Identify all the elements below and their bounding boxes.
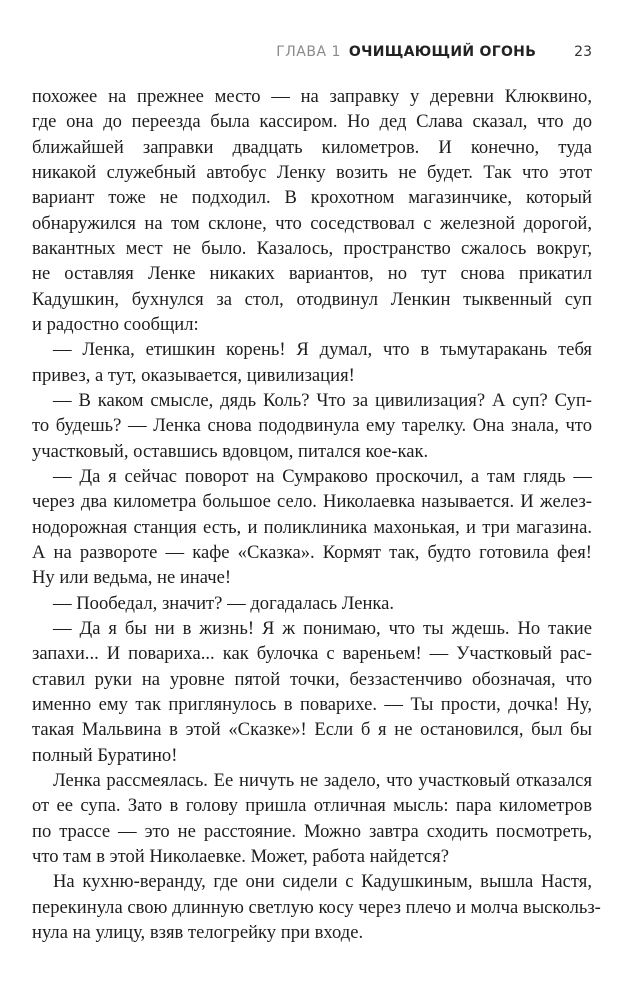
running-header [32,40,592,64]
paragraph [32,464,592,591]
page-number: 23 [574,44,592,60]
text-line: участковый, оставшись вдовцом, питался кое-как. [32,440,429,462]
text-line: Ленка рассмеялась. Ее ничуть не задело, что участковый отказался [53,769,592,791]
text-line: — Пообедал, значит? — догадалась Ленка. [53,592,395,614]
text-line: А на развороте — кафе «Сказка». Кормят так, будто готовила фея! [32,541,592,563]
text-line: обнаружился на том склоне, что соседствовал с железной дорогой, [32,212,592,234]
paragraph [32,591,592,616]
text-line: На кухню-веранду, где они сидели с Кадушкиным, вышла Настя, [53,871,592,893]
text-line: не оставляя Ленке никаких вариантов, но тут снова прикатил [32,263,592,285]
text-line: по трассе — это не расстояние. Можно завтра сходить посмотреть, [32,820,592,842]
text-line: перекинула свою длинную светлую косу через плечо и молча выскольз- [32,896,601,918]
page-body-text [32,84,601,945]
text-line: — Да я сейчас поворот на Сумраково проскочил, а там глядь — [53,465,592,487]
text-line: ставил руки на уровне пятой точки, беззастенчиво обозначая, что [32,668,592,690]
text-line: такая Мальвина в этой «Сказке»! Если б я не остановился, был бы [32,719,592,741]
chapter-title: ОЧИЩАЮЩИЙ ОГОНЬ [348,44,537,60]
text-line: нодорожная станция есть, и поликлиника махонькая, и три магазина. [32,516,592,538]
text-line: и радостно сообщил: [32,313,199,335]
text-line: похожее на прежнее место — на заправку у деревни Клюквино, [32,86,592,107]
text-line: от ее супа. Зато в голову пришла отличная мысль: пара километров [32,795,592,817]
text-line: где она до переезда была кассиром. Но дед Слава сказал, что до [32,111,592,133]
text-line: — Ленка, етишкин корень! Я думал, что в тьмутаракань тебя [53,339,592,361]
paragraph [32,869,601,945]
text-line: вакантных мест не было. Казалось, пространство сжалось вокруг, [32,237,592,259]
text-line: то будешь? — Ленка снова пододвинула ему тарелку. Она знала, что [32,415,592,437]
text-line: вариант тоже не подходил. В крохотном магазинчике, который [32,187,592,209]
text-line: никакой служебный автобус Ленку возить не будет. Так что этот [32,161,592,183]
text-line: Ну или ведьма, не иначе! [32,567,232,589]
text-line: — В каком смысле, дядь Коль? Что за цивилизация? А суп? Суп- [53,389,592,411]
text-line: привез, а тут, оказывается, цивилизация! [32,364,355,386]
text-line: что там в этой Николаевке. Может, работа найдется? [32,845,449,867]
text-line: — Да я бы ни в жизнь! Я ж понимаю, что ты ждешь. Но такие [53,617,592,639]
text-line: именно ему так приглянулось в поварихе. — Ты прости, дочка! Ну, [32,693,592,715]
text-line: запахи... И повариха... как булочка с вареньем! — Участковый рас- [32,643,592,665]
chapter-label: ГЛАВА 1 [276,44,341,60]
text-line: нула на улицу, взяв телогрейку при входе. [32,921,364,943]
text-line: через два километра большое село. Николаевка называется. И желез- [32,491,592,513]
text-line: полный Буратино! [32,744,178,766]
paragraph [32,84,592,337]
text-line: Кадушкин, бухнулся за стол, отодвинул Ленкин тыквенный суп [32,288,592,310]
paragraph [32,388,592,464]
paragraph [32,337,592,388]
text-line: ближайшей заправки двадцать километров. И конечно, туда [32,136,592,158]
paragraph [32,768,592,869]
paragraph [32,616,592,768]
